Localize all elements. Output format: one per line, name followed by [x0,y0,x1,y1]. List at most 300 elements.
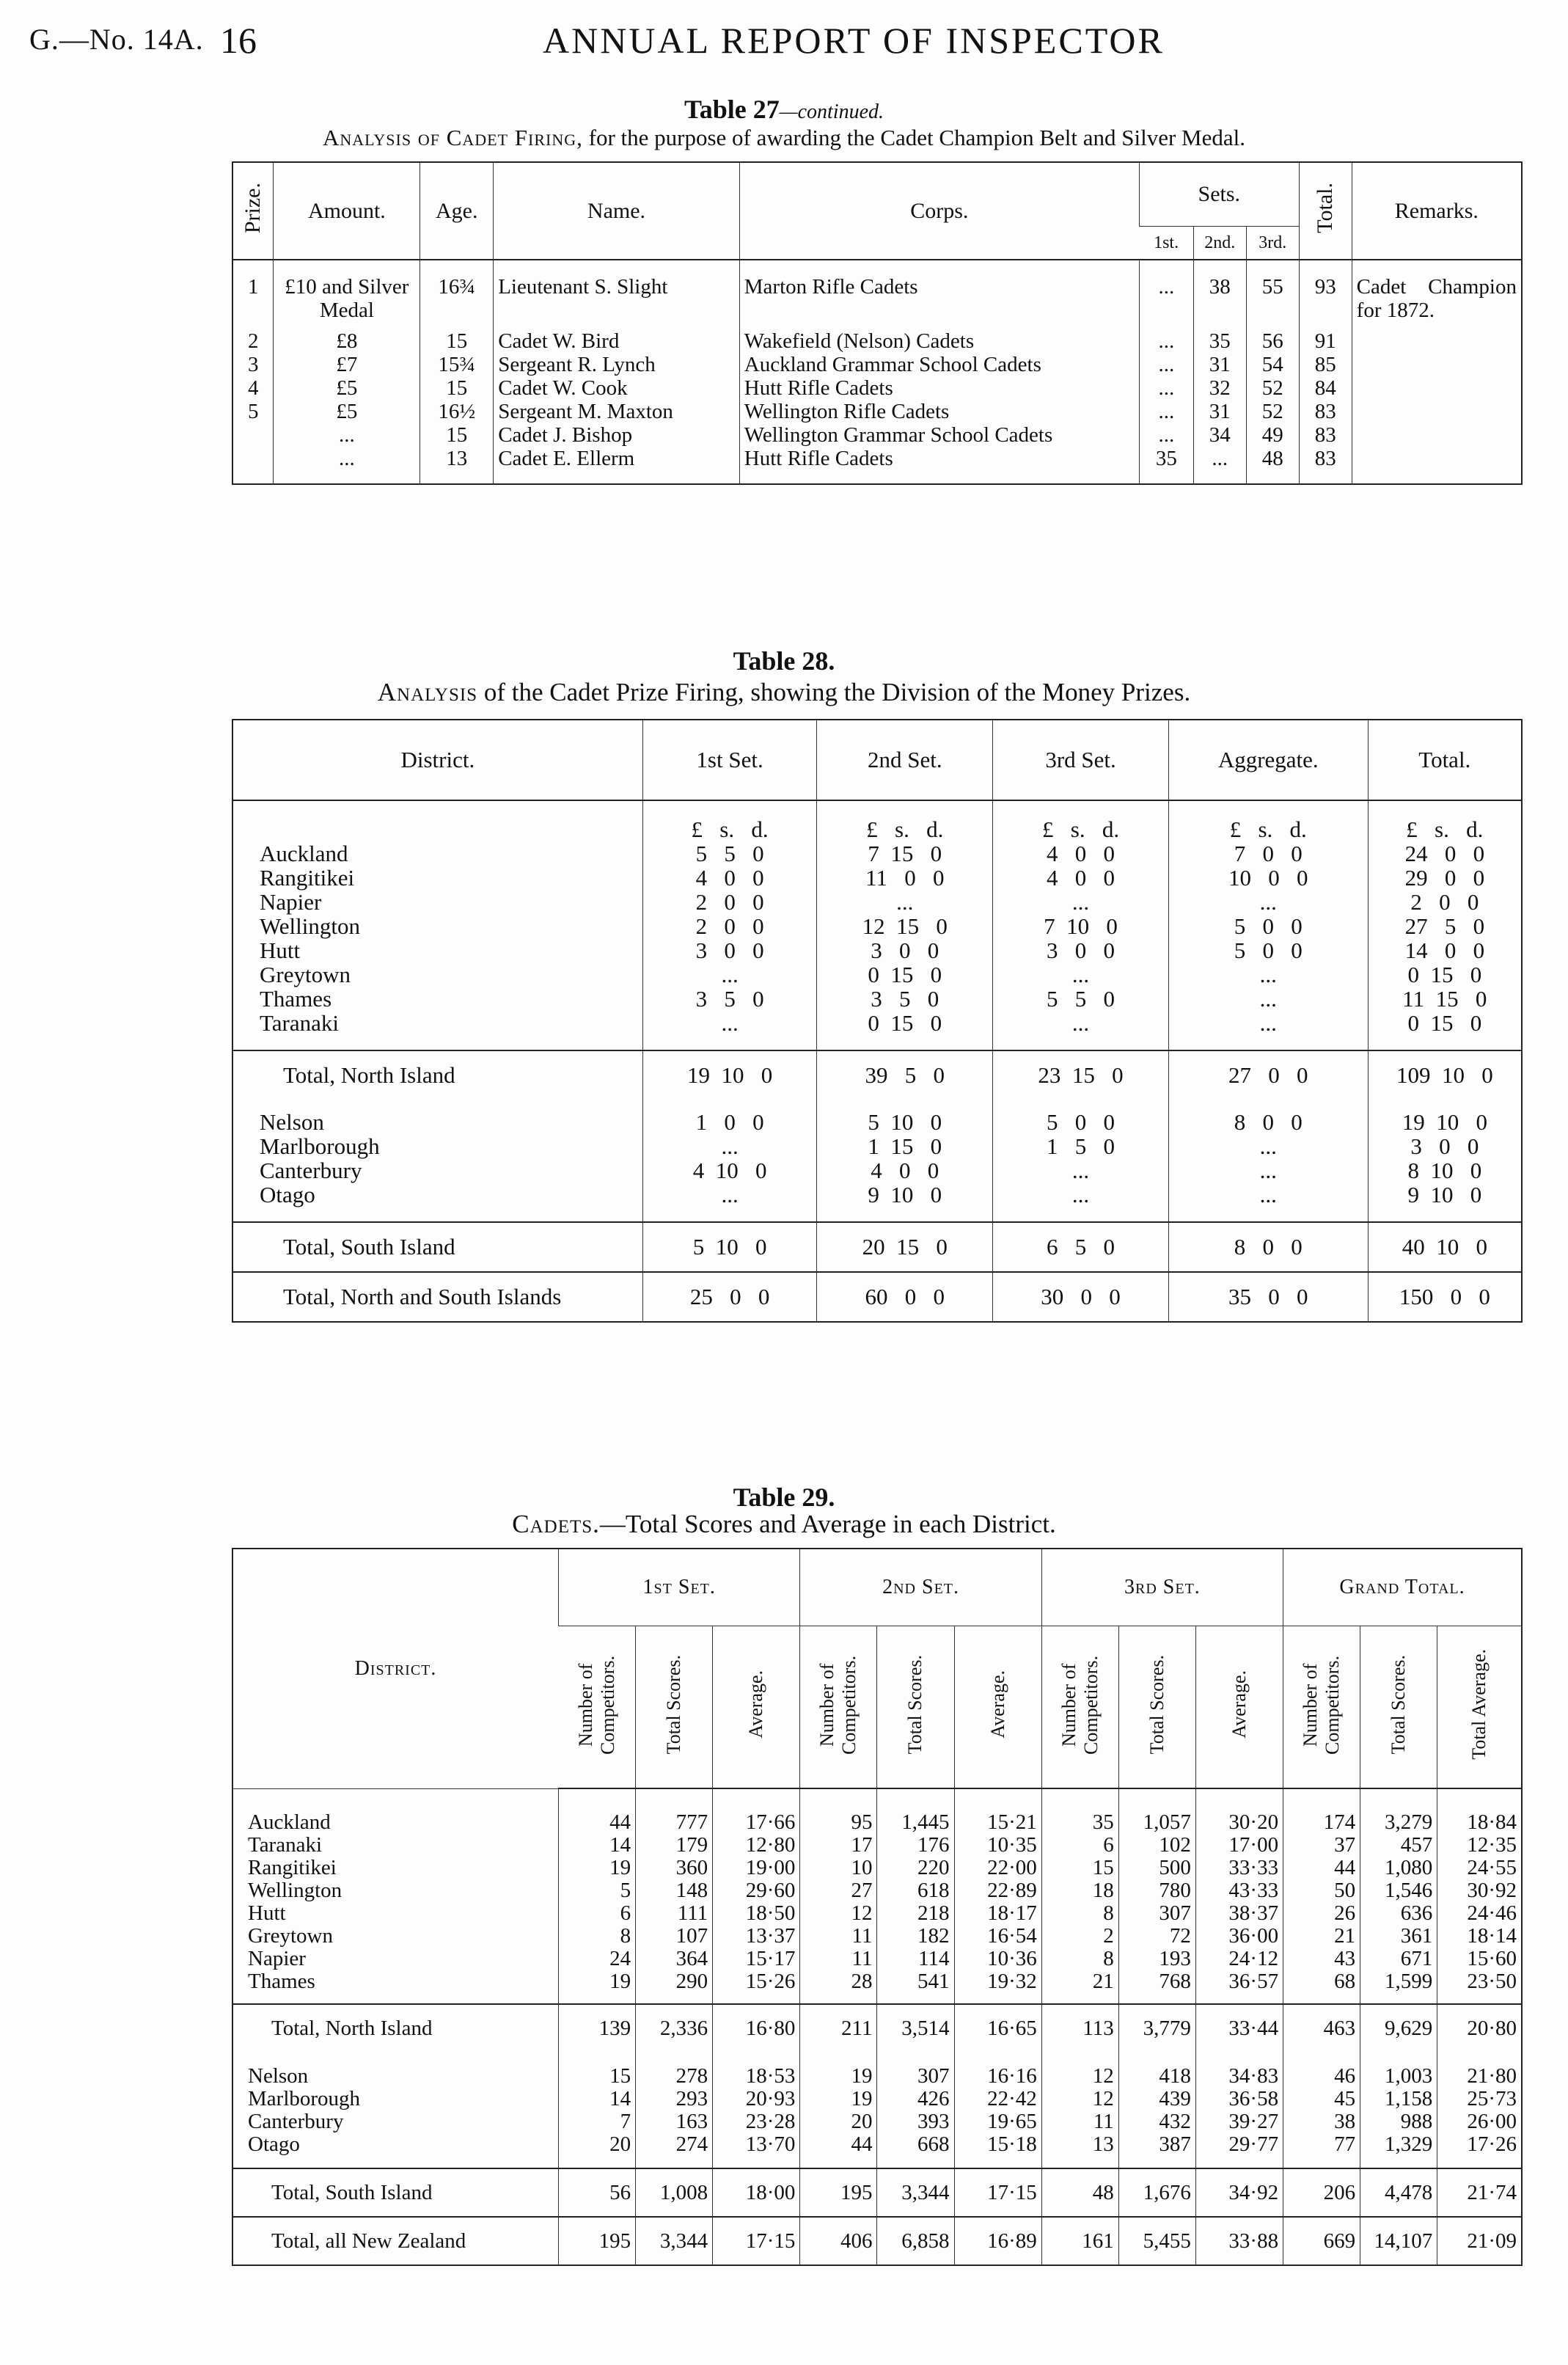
cell-s1: ... [1139,353,1193,376]
table-27-caption: Table 27—continued. [684,95,884,124]
col-sub-average [954,1626,1041,1789]
cell-district: Marlborough [260,1133,380,1159]
cell-value: 13 [1041,2133,1118,2168]
cell-value: 12 [1041,2052,1118,2088]
cell-value: 20 [800,2110,877,2133]
cell-value: 43 [1283,1948,1360,1970]
cell-value: 39·27 [1195,2110,1283,2133]
cell-amount: 5 5 0 [642,841,817,866]
cell-corps: Wakefield (Nelson) Cadets [739,329,1139,353]
cell-s3: 56 [1246,329,1299,353]
table-row [232,914,1522,938]
cell-name: Lieutenant S. Slight [494,260,740,329]
cell-amount: 5 0 0 [1168,914,1368,938]
cell-value: 5,455 [1118,2217,1195,2265]
cell-value: 439 [1118,2088,1195,2110]
table-row [232,1879,1522,1902]
cell-amount: 19 10 0 [642,1050,817,1100]
cell-value: 16·89 [954,2217,1041,2265]
cell-value: 102 [1118,1834,1195,1857]
cell-value: 19 [800,2088,877,2110]
cell-amount: ... [642,1011,817,1050]
cell-name: Sergeant M. Maxton [494,400,740,423]
col-sub-label: Number of Competitors. [1058,1654,1102,1755]
cell-amount: 2 0 0 [1368,890,1522,914]
cell-value: 36·00 [1195,1925,1283,1948]
table-row [232,1134,1522,1158]
col-sub-competitors [559,1626,636,1789]
table-row [232,400,1522,423]
cell-value: 1,676 [1118,2168,1195,2217]
cell-amount: 30 0 0 [993,1272,1169,1322]
col-sub-label: Number of Competitors. [574,1654,618,1755]
cell-value: 77 [1283,2133,1360,2168]
cell-s3: 52 [1246,400,1299,423]
cell-value: 668 [877,2133,954,2168]
cell-district: Napier [260,889,322,915]
cell-amount: ... [993,890,1169,914]
cell-district: Nelson [260,1109,324,1135]
cell-amount: ... [1168,1158,1368,1182]
cell-amount: 0 15 0 [1368,1011,1522,1050]
cell-district: Total, North Island [232,2004,559,2052]
cell-value: 12 [800,1902,877,1925]
cell-s3: 48 [1246,447,1299,484]
cell-remarks [1352,353,1522,376]
cell-value: 3,779 [1118,2004,1195,2052]
table-27 [232,161,1523,485]
cell-amount: ... [274,447,420,484]
cell-prize [232,423,274,447]
cell-value: 23·50 [1437,1970,1522,2004]
cell-value: 44 [800,2133,877,2168]
cell-amount: 7 0 0 [1168,841,1368,866]
cell-value: 274 [636,2133,713,2168]
cell-district: Auckland [248,1810,331,1834]
cell-value: 72 [1118,1925,1195,1948]
cell-district: Auckland [260,841,348,866]
cell-prize: 3 [247,353,259,376]
cell-amount: £10 and Silver Medal [274,260,420,329]
cell-amount: 3 0 0 [1368,1134,1522,1158]
cell-amount: 11 0 0 [817,866,993,890]
cell-value: 26·00 [1437,2110,1522,2133]
cell-s1: 35 [1139,447,1193,484]
cell-value: 22·00 [954,1857,1041,1879]
cell-amount: £5 [274,400,420,423]
table-row [232,423,1522,447]
cell-value: 179 [636,1834,713,1857]
cell-amount: 35 0 0 [1168,1272,1368,1322]
col-name: Name. [494,162,740,260]
col-amount: Amount. [274,162,420,260]
cell-value: 12·35 [1437,1834,1522,1857]
cell-s2: 31 [1193,400,1246,423]
cell-age: 15 [420,329,494,353]
cell-amount: ... [993,1011,1169,1050]
cell-age: 16¾ [420,260,494,329]
cell-amount: ... [642,962,817,987]
table-row [232,376,1522,400]
col-sub-scores [1118,1626,1195,1789]
cell-value: 33·44 [1195,2004,1283,2052]
cell-value: 12·80 [713,1834,800,1857]
col-prize: Prize. [232,162,274,260]
cell-value: 2,336 [636,2004,713,2052]
cell-value: 1,003 [1360,2052,1437,2088]
cell-value: 22·42 [954,2088,1041,2110]
cell-age: 15 [420,423,494,447]
cell-value: 19·00 [713,1857,800,1879]
cell-amount: ... [274,423,420,447]
cell-value: 19 [559,1970,636,2004]
cell-s2: 31 [1193,353,1246,376]
cell-district: Napier [248,1947,306,1970]
cell-value: 1,158 [1360,2088,1437,2110]
cell-amount: ... [1168,1011,1368,1050]
cell-value: 11 [800,1948,877,1970]
cell-s2: 34 [1193,423,1246,447]
cell-total: 83 [1299,423,1352,447]
cell-value: 68 [1283,1970,1360,2004]
cell-value: 16·16 [954,2052,1041,2088]
cell-amount: 109 10 0 [1368,1050,1522,1100]
cell-value: 20·80 [1437,2004,1522,2052]
cell-amount: ... [1168,1182,1368,1222]
cell-value: 432 [1118,2110,1195,2133]
cell-amount: 7 10 0 [993,914,1169,938]
cell-amount: 5 10 0 [817,1100,993,1134]
cell-district: Hutt [260,937,301,963]
cell-value: 15·21 [954,1788,1041,1834]
cell-s1: ... [1139,376,1193,400]
col-total: Total. [1299,162,1352,260]
cell-name: Cadet W. Cook [494,376,740,400]
cell-value: 1,599 [1360,1970,1437,2004]
col-sub-average [1437,1626,1522,1789]
cell-corps: Wellington Rifle Cadets [739,400,1139,423]
cell-value: 15 [1041,1857,1118,1879]
cell-amount: 3 0 0 [993,938,1169,962]
cell-value: 21 [1283,1925,1360,1948]
cell-amount: 8 0 0 [1168,1100,1368,1134]
cell-value: 36·57 [1195,1970,1283,2004]
cell-amount: 60 0 0 [817,1272,993,1322]
cell-amount: 39 5 0 [817,1050,993,1100]
cell-value: 16·65 [954,2004,1041,2052]
cell-value: 426 [877,2088,954,2110]
cell-value: 24·46 [1437,1902,1522,1925]
units-label: £ s. d. [993,800,1169,841]
cell-amount: 25 0 0 [642,1272,817,1322]
cell-amount: 3 0 0 [817,938,993,962]
cell-amount: ... [642,1134,817,1158]
table-29-caption: Table 29. [733,1483,835,1512]
col-group-4: Grand Total. [1283,1549,1522,1626]
cell-value: 29·77 [1195,2133,1283,2168]
cell-value: 50 [1283,1879,1360,1902]
cell-value: 35 [1041,1788,1118,1834]
cell-value: 3,344 [636,2217,713,2265]
cell-value: 45 [1283,2088,1360,2110]
cell-amount: ... [993,1182,1169,1222]
cell-value: 148 [636,1879,713,1902]
cell-district: Marlborough [248,2087,361,2110]
cell-amount: 29 0 0 [1368,866,1522,890]
cell-value: 3,279 [1360,1788,1437,1834]
cell-amount: 12 15 0 [817,914,993,938]
cell-value: 34·83 [1195,2052,1283,2088]
cell-value: 9,629 [1360,2004,1437,2052]
cell-age: 13 [420,447,494,484]
cell-value: 30·92 [1437,1879,1522,1902]
cell-value: 24·12 [1195,1948,1283,1970]
cell-value: 26 [1283,1902,1360,1925]
cell-age: 16½ [420,400,494,423]
units-label: £ s. d. [642,800,817,841]
units-label: £ s. d. [1168,800,1368,841]
cell-value: 21·09 [1437,2217,1522,2265]
cell-amount: 23 15 0 [993,1050,1169,1100]
cell-amount: 5 5 0 [993,987,1169,1011]
cell-district: Canterbury [260,1158,362,1183]
cell-amount: 24 0 0 [1368,841,1522,866]
cell-value: 1,329 [1360,2133,1437,2168]
cell-value: 278 [636,2052,713,2088]
cell-amount: 4 0 0 [817,1158,993,1182]
table-row [232,866,1522,890]
cell-corps: Wellington Grammar School Cadets [739,423,1139,447]
col-sub-competitors [800,1626,877,1789]
cell-value: 669 [1283,2217,1360,2265]
cell-amount: 150 0 0 [1368,1272,1522,1322]
cell-value: 17·15 [954,2168,1041,2217]
cell-amount: 0 15 0 [817,1011,993,1050]
cell-amount: £7 [274,353,420,376]
cell-value: 18·14 [1437,1925,1522,1948]
cell-amount: 4 0 0 [642,866,817,890]
cell-amount: 4 0 0 [993,866,1169,890]
col-sub-label: Total Average. [1468,1649,1490,1760]
col-sub-label: Number of Competitors. [816,1654,860,1755]
cell-value: 195 [559,2217,636,2265]
cell-value: 10·35 [954,1834,1041,1857]
cell-remarks [1352,400,1522,423]
cell-amount: 27 0 0 [1168,1050,1368,1100]
cell-amount: 5 10 0 [642,1222,817,1272]
cell-s1: ... [1139,260,1193,329]
cell-value: 15 [559,2052,636,2088]
col-sub-label: Total Scores. [663,1654,685,1755]
cell-value: 16·80 [713,2004,800,2052]
table-row [232,353,1522,376]
table-row [232,1834,1522,1857]
cell-value: 38·37 [1195,1902,1283,1925]
cell-value: 46 [1283,2052,1360,2088]
cell-district: Wellington [260,913,360,939]
cell-prize: 1 [247,275,259,299]
cell-value: 8 [1041,1948,1118,1970]
cell-amount: 2 0 0 [642,890,817,914]
cell-value: 11 [800,1925,877,1948]
table-row [232,1158,1522,1182]
table-row [232,2052,1522,2088]
col-sub-average [713,1626,800,1789]
cell-district: Rangitikei [260,865,355,891]
table-row [232,329,1522,353]
col-group-3: 3rd Set. [1041,1549,1283,1626]
col-sub-scores [877,1626,954,1789]
table-row [232,1182,1522,1222]
cell-value: 18 [1041,1879,1118,1902]
cell-value: 17·00 [1195,1834,1283,1857]
cell-value: 18·17 [954,1902,1041,1925]
cell-corps: Auckland Grammar School Cadets [739,353,1139,376]
cell-value: 25·73 [1437,2088,1522,2110]
cell-value: 387 [1118,2133,1195,2168]
cell-value: 15·60 [1437,1948,1522,1970]
cell-value: 114 [877,1948,954,1970]
cell-prize [232,447,274,484]
cell-s1: ... [1139,423,1193,447]
cell-value: 48 [1041,2168,1118,2217]
cell-value: 182 [877,1925,954,1948]
total-row [232,2217,1522,2265]
cell-value: 37 [1283,1834,1360,1857]
col-sub-label: Total Scores. [1146,1654,1168,1755]
cell-value: 636 [1360,1902,1437,1925]
cell-value: 988 [1360,2110,1437,2133]
col-sub-label: Total Scores. [1388,1654,1410,1755]
cell-name: Sergeant R. Lynch [494,353,740,376]
cell-value: 34·92 [1195,2168,1283,2217]
cell-value: 107 [636,1925,713,1948]
cell-value: 8 [1041,1902,1118,1925]
cell-value: 163 [636,2110,713,2133]
cell-value: 174 [1283,1788,1360,1834]
col-remarks: Remarks. [1352,162,1522,260]
cell-amount: 5 0 0 [1168,938,1368,962]
col-corps: Corps. [739,162,1139,260]
table-row [232,2088,1522,2110]
cell-value: 17·15 [713,2217,800,2265]
col-sub-label: Total Scores. [904,1654,926,1755]
cell-value: 12 [1041,2088,1118,2110]
cell-amount: 2 0 0 [642,914,817,938]
cell-district: Otago [260,1182,315,1207]
cell-s2: ... [1193,447,1246,484]
col-total: Total. [1368,720,1522,800]
table-row [232,1948,1522,1970]
cell-amount: 8 10 0 [1368,1158,1522,1182]
cell-amount: 40 10 0 [1368,1222,1522,1272]
cell-amount: 7 15 0 [817,841,993,866]
cell-value: 1,546 [1360,1879,1437,1902]
cell-value: 44 [1283,1857,1360,1879]
cell-value: 10·36 [954,1948,1041,1970]
cell-value: 24 [559,1948,636,1970]
table-28-caption: Table 28. [733,646,835,676]
cell-value: 777 [636,1788,713,1834]
cell-s2: 32 [1193,376,1246,400]
cell-value: 418 [1118,2052,1195,2088]
cell-value: 15·17 [713,1948,800,1970]
units-row [232,800,1522,841]
cell-value: 33·33 [1195,1857,1283,1879]
col-sub-label: Average. [986,1670,1008,1739]
cell-value: 1,080 [1360,1857,1437,1879]
cell-value: 1,057 [1118,1788,1195,1834]
cell-district: Greytown [248,1924,333,1948]
cell-district: Rangitikei [248,1856,337,1879]
cell-corps: Hutt Rifle Cadets [739,447,1139,484]
cell-amount: 11 15 0 [1368,987,1522,1011]
cell-amount: 1 15 0 [817,1134,993,1158]
table-27-subtitle: Analysis of Cadet Firing, for the purpose of awarding the Cadet Champion Belt and Silver Medal. [323,125,1245,150]
cell-value: 17 [800,1834,877,1857]
cell-value: 2 [1041,1925,1118,1948]
cell-amount: 9 10 0 [1368,1182,1522,1222]
col-set-3: 3rd. [1246,227,1299,260]
cell-value: 44 [559,1788,636,1834]
cell-total: 84 [1299,376,1352,400]
col-sets: Sets. [1139,162,1299,227]
cell-amount: £5 [274,376,420,400]
col-set-1: 1st. [1139,227,1193,260]
cell-total: 83 [1299,400,1352,423]
cell-value: 195 [800,2168,877,2217]
cell-amount: 0 15 0 [1368,962,1522,987]
cell-prize: 2 [247,329,259,353]
col-group-2: 2nd Set. [800,1549,1041,1626]
cell-value: 18·50 [713,1902,800,1925]
cell-value: 780 [1118,1879,1195,1902]
cell-value: 17·66 [713,1788,800,1834]
cell-value: 457 [1360,1834,1437,1857]
cell-value: 11 [1041,2110,1118,2133]
cell-s3: 55 [1246,260,1299,329]
cell-name: Cadet E. Ellerm [494,447,740,484]
cell-amount: 20 15 0 [817,1222,993,1272]
cell-value: 220 [877,1857,954,1879]
cell-amount: 14 0 0 [1368,938,1522,962]
cell-s2: 35 [1193,329,1246,353]
table-row [232,938,1522,962]
cell-value: 19·65 [954,2110,1041,2133]
cell-amount: 4 0 0 [993,841,1169,866]
units-label: £ s. d. [1368,800,1522,841]
cell-value: 43·33 [1195,1879,1283,1902]
cell-value: 360 [636,1857,713,1879]
cell-district: Total, South Island [232,2168,559,2217]
total-row [232,2004,1522,2052]
cell-amount: ... [1168,1134,1368,1158]
cell-district: Wellington [248,1879,342,1902]
cell-value: 364 [636,1948,713,1970]
cell-name: Cadet W. Bird [494,329,740,353]
cell-district: Total, South Island [232,1222,642,1272]
cell-value: 36·58 [1195,2088,1283,2110]
cell-value: 15·18 [954,2133,1041,2168]
cell-district: Hutt [248,1901,286,1925]
cell-value: 19 [800,2052,877,2088]
cell-total: 93 [1299,260,1352,329]
cell-value: 1,008 [636,2168,713,2217]
cell-value: 16·54 [954,1925,1041,1948]
cell-corps: Hutt Rifle Cadets [739,376,1139,400]
cell-amount: 19 10 0 [1368,1100,1522,1134]
cell-remarks [1352,376,1522,400]
